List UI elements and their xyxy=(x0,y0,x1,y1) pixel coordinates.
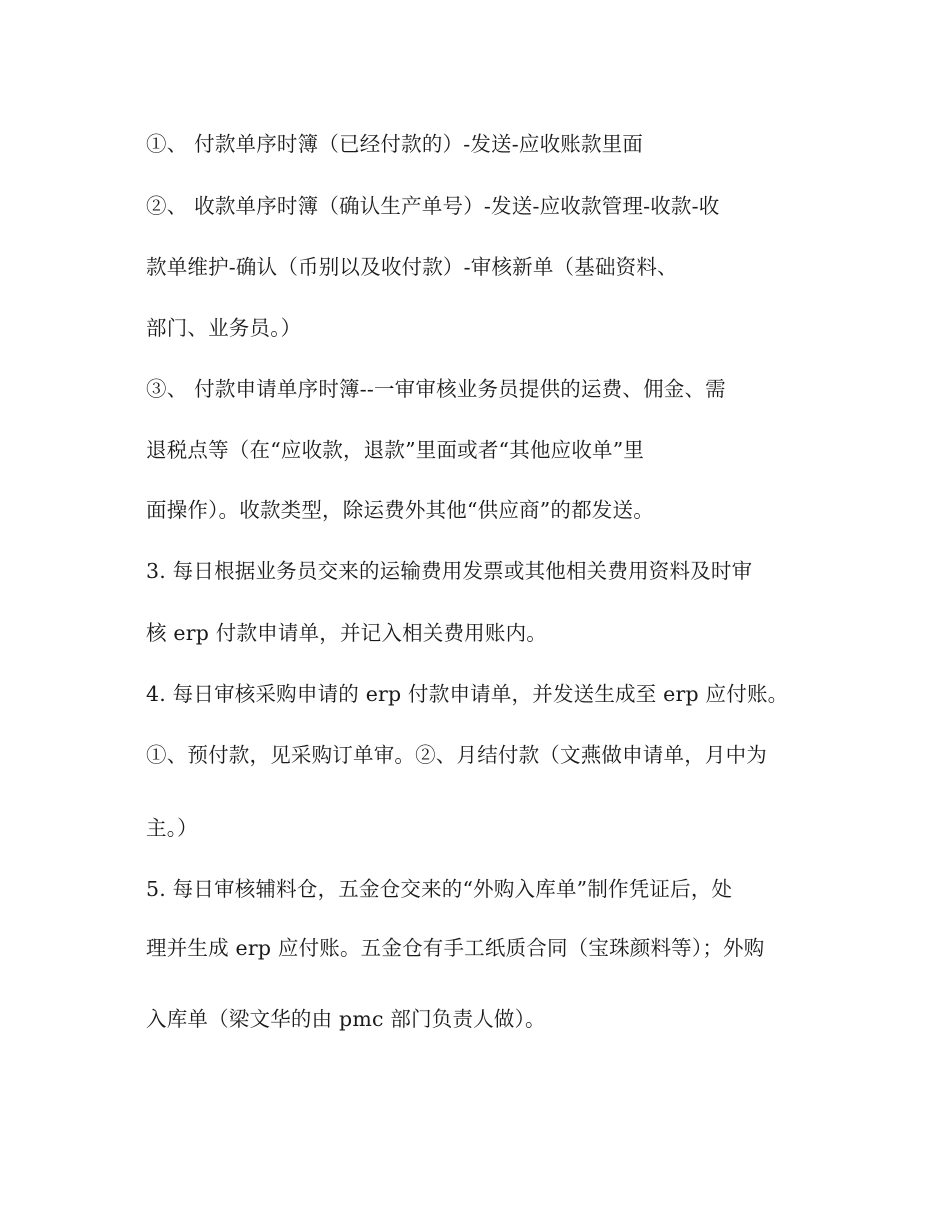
text-line: 退税点等（在“应收款，退款”里面或者“其他应收单”里 xyxy=(146,438,645,462)
text-line: ①、预付款，见采购订单审。②、月结付款（文燕做申请单，月中为 xyxy=(146,743,767,767)
text-line: 面操作）。收款类型，除运费外其他“供应商”的都发送。 xyxy=(146,498,654,522)
text-line: ③、 付款申请单序时簿--一审审核业务员提供的运费、佣金、需 xyxy=(146,377,726,401)
text-line: 3. 每日根据业务员交来的运输费用发票或其他相关费用资料及时审 xyxy=(146,559,753,583)
text-line: ①、 付款单序时簿（已经付款的）-发送-应收账款里面 xyxy=(146,132,644,156)
text-line: ②、 收款单序时簿（确认生产单号）-发送-应收款管理-收款-收 xyxy=(146,194,720,218)
text-line: 款单维护-确认（币别以及收付款）-审核新单（基础资料、 xyxy=(146,255,678,279)
text-line: 核 erp 付款申请单，并记入相关费用账内。 xyxy=(146,621,547,645)
text-line: 4. 每日审核采购申请的 erp 付款申请单，并发送生成至 erp 应付账。 xyxy=(146,682,789,706)
text-line: 5. 每日审核辅料仓，五金仓交来的“外购入库单”制作凭证后，处 xyxy=(146,877,733,901)
text-line: 部门、业务员。） xyxy=(146,316,302,340)
text-line: 入库单（梁文华的由 pmc 部门负责人做）。 xyxy=(146,1007,546,1031)
text-line: 主。） xyxy=(146,816,198,840)
text-line: 理并生成 erp 应付账。五金仓有手工纸质合同（宝珠颜料等）；外购 xyxy=(146,936,765,960)
